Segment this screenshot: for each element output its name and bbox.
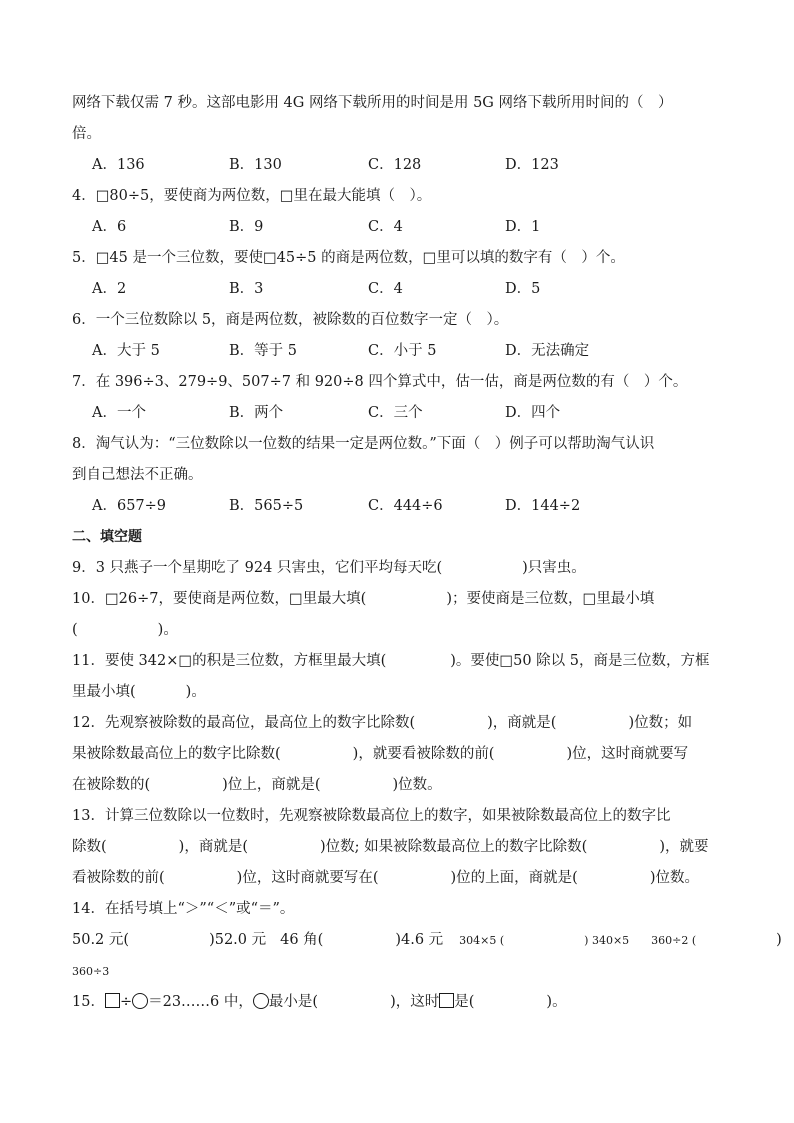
question-8-stem-line-1: 8．淘气认为：“三位数除以一位数的结果一定是两位数。”下面（ ）例子可以帮助淘气认识 bbox=[72, 436, 655, 452]
question-10-line-2 bbox=[72, 615, 732, 646]
compare-2-right: )4.6 元 bbox=[395, 932, 444, 948]
compare-1-left: 50.2 元( bbox=[72, 932, 130, 948]
option-d[interactable]: D．无法确定 bbox=[505, 343, 590, 359]
question-11-text-c: 里最小填( bbox=[72, 684, 136, 700]
option-a[interactable]: A．657÷9 bbox=[92, 498, 167, 514]
worksheet-page bbox=[72, 88, 782, 1018]
option-b[interactable]: B．130 bbox=[229, 157, 282, 173]
question-7-options bbox=[72, 398, 732, 429]
option-a[interactable]: A．6 bbox=[92, 219, 127, 235]
question-11-text-a: 11．要使 342×□的积是三位数，方框里最大填( bbox=[72, 653, 387, 669]
circle-icon bbox=[132, 993, 148, 1009]
question-10-text-b: )；要使商是三位数，□里最小填 bbox=[446, 591, 655, 607]
question-13-text-e: )，就要 bbox=[659, 839, 709, 855]
question-15 bbox=[72, 987, 732, 1018]
option-c[interactable]: C．4 bbox=[368, 281, 403, 297]
square-box-icon bbox=[439, 993, 454, 1008]
question-8-options bbox=[72, 491, 732, 522]
question-9-text-a: 9．3 只燕子一个星期吃了 924 只害虫，它们平均每天吃( bbox=[72, 560, 443, 576]
question-10-text-c: ( bbox=[72, 622, 78, 638]
option-c[interactable]: C．444÷6 bbox=[368, 498, 443, 514]
compare-4-left: 360÷2 ( bbox=[651, 934, 697, 947]
question-10-text-d: )。 bbox=[157, 622, 178, 638]
option-b[interactable]: B．等于 5 bbox=[229, 343, 297, 359]
question-12-text-f: )位，这时商就要写 bbox=[566, 746, 689, 762]
option-b[interactable]: B．3 bbox=[229, 281, 264, 297]
question-15-text-g: )。 bbox=[546, 994, 567, 1010]
question-15-number: 15． bbox=[72, 994, 105, 1010]
question-11-text-d: )。 bbox=[185, 684, 206, 700]
question-13-text-f: 看被除数的前( bbox=[72, 870, 165, 886]
option-b[interactable]: B．9 bbox=[229, 219, 264, 235]
question-10-text-a: 10．□26÷7，要使商是两位数，□里最大填( bbox=[72, 591, 367, 607]
question-5-options bbox=[72, 274, 732, 305]
question-14-stem: 14．在括号填上“＞”“＜”或“＝”。 bbox=[72, 901, 295, 917]
question-12-text-i: )位数。 bbox=[392, 777, 442, 793]
question-13-text-d: )位数; 如果被除数最高位上的数字比除数( bbox=[320, 839, 588, 855]
compare-1-right: )52.0 元 bbox=[209, 932, 267, 948]
question-12-text-a: 12．先观察被除数的最高位，最高位上的数字比除数( bbox=[72, 715, 416, 731]
compare-4-right: 360÷3 bbox=[72, 965, 110, 978]
question-13-text-i: )位数。 bbox=[649, 870, 699, 886]
option-b[interactable]: B．两个 bbox=[229, 405, 284, 421]
question-13-text-b: 除数( bbox=[72, 839, 107, 855]
question-4-stem: 4．□80÷5，要使商为两位数，□里在最大能填（ ）。 bbox=[72, 188, 432, 204]
question-13-line-2 bbox=[72, 832, 732, 863]
option-c[interactable]: C．三个 bbox=[368, 405, 423, 421]
option-d[interactable]: D．1 bbox=[505, 219, 541, 235]
option-c[interactable]: C．4 bbox=[368, 219, 403, 235]
option-a[interactable]: A．136 bbox=[92, 157, 145, 173]
question-3-stem-line-2: 倍。 bbox=[72, 126, 101, 142]
question-14-comparisons bbox=[72, 925, 782, 956]
question-6-stem: 6．一个三位数除以 5，商是两位数，被除数的百位数字一定（ ）。 bbox=[72, 312, 509, 328]
compare-3-left: 304×5 ( bbox=[459, 934, 505, 947]
question-13-text-c: )，商就是( bbox=[178, 839, 248, 855]
compare-2-left: 46 角( bbox=[280, 932, 324, 948]
question-13-text-g: )位，这时商就要写在( bbox=[236, 870, 379, 886]
question-3-stem-line-1: 网络下载仅需 7 秒。这部电影用 4G 网络下载所用的时间是用 5G 网络下载所用时间的（ ） bbox=[72, 95, 673, 111]
question-12-text-b: )，商就是( bbox=[487, 715, 557, 731]
compare-3-right: ) 340×5 bbox=[584, 934, 630, 947]
question-12-line-3 bbox=[72, 770, 732, 801]
question-6-options bbox=[72, 336, 732, 367]
option-a[interactable]: A．大于 5 bbox=[92, 343, 160, 359]
question-4-options bbox=[72, 212, 732, 243]
option-c[interactable]: C．小于 5 bbox=[368, 343, 437, 359]
option-a[interactable]: A．一个 bbox=[92, 405, 146, 421]
option-d[interactable]: D．144÷2 bbox=[505, 498, 581, 514]
option-b[interactable]: B．565÷5 bbox=[229, 498, 304, 514]
option-d[interactable]: D．5 bbox=[505, 281, 541, 297]
question-15-text-f: 是( bbox=[454, 994, 475, 1010]
option-d[interactable]: D．四个 bbox=[505, 405, 561, 421]
option-a[interactable]: A．2 bbox=[92, 281, 127, 297]
question-11-text-b: )。要使□50 除以 5，商是三位数，方框 bbox=[450, 653, 710, 669]
compare-4-close: ) bbox=[776, 932, 782, 948]
question-12-text-d: 果被除数最高位上的数字比除数( bbox=[72, 746, 281, 762]
option-c[interactable]: C．128 bbox=[368, 157, 422, 173]
question-8-stem-line-2: 到自己想法不正确。 bbox=[72, 467, 203, 483]
section-title-fill-in: 二、填空题 bbox=[72, 529, 142, 545]
question-11-line-2 bbox=[72, 677, 732, 708]
option-d[interactable]: D．123 bbox=[505, 157, 559, 173]
question-11-line-1 bbox=[72, 646, 732, 677]
circle-icon bbox=[253, 993, 269, 1009]
question-12-text-c: )位数；如 bbox=[628, 715, 693, 731]
question-5-stem: 5．□45 是一个三位数，要使□45÷5 的商是两位数，□里可以填的数字有（ ）个。 bbox=[72, 250, 625, 266]
question-12-text-e: )，就要看被除数的前( bbox=[352, 746, 495, 762]
question-12-line-2 bbox=[72, 739, 732, 770]
question-12-text-h: )位上，商就是( bbox=[222, 777, 321, 793]
question-10-line-1 bbox=[72, 584, 732, 615]
division-sign: ÷ bbox=[119, 994, 133, 1010]
question-13-line-3 bbox=[72, 863, 732, 894]
question-15-text-d: 最小是( bbox=[268, 994, 319, 1010]
question-15-text-e: )，这时 bbox=[390, 994, 440, 1010]
question-7-stem: 7．在 396÷3、279÷9、507÷7 和 920÷8 四个算式中，估一估，商是两位数的有（ ）个。 bbox=[72, 374, 688, 390]
question-15-text-c: ＝23……6 中， bbox=[148, 994, 253, 1010]
question-13-line-1: 13．计算三位数除以一位数时，先观察被除数最高位上的数字，如果被除数最高位上的数字比 bbox=[72, 808, 671, 824]
question-12-line-1 bbox=[72, 708, 732, 739]
question-9 bbox=[72, 553, 732, 584]
question-9-text-b: )只害虫。 bbox=[522, 560, 586, 576]
question-13-text-h: )位的上面，商就是( bbox=[450, 870, 578, 886]
question-12-text-g: 在被除数的( bbox=[72, 777, 151, 793]
question-3-options bbox=[72, 150, 732, 181]
square-box-icon bbox=[105, 993, 120, 1008]
